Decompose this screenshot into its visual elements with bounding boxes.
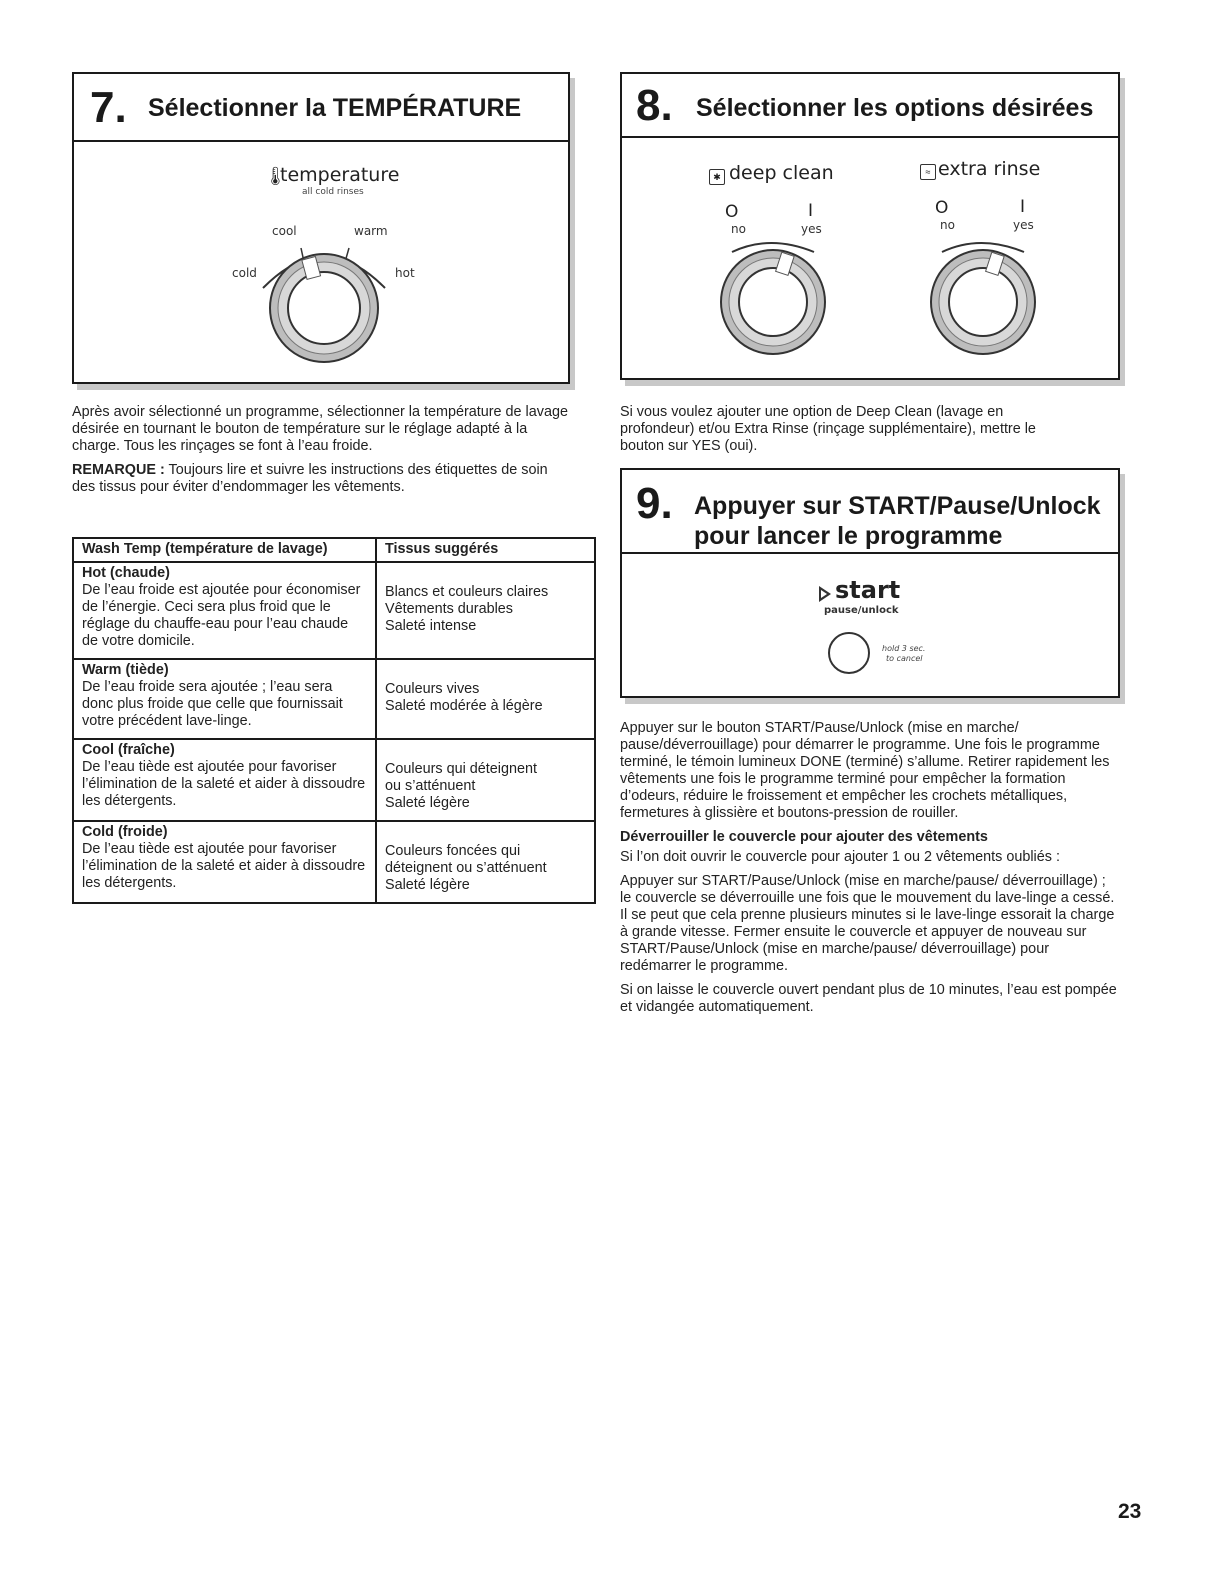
step-9-paragraph-4: Si on laisse le couvercle ouvert pendant plus de 10 minutes, l’eau est pompée et vidangée automatiquement. [620,982,1117,1015]
start-button[interactable] [828,632,870,674]
step-7-header [74,74,568,142]
row-description: De l’eau froide est ajoutée pour économiser de l’énergie. Ceci sera plus froid que le réglage du chauffe-eau pour l’eau chaude de votre domicile. [82,582,361,649]
page-number: 23 [1118,1500,1142,1523]
knob-label-cool: cool [272,224,297,238]
step-9-header [622,470,1118,554]
step-7-note [72,462,572,496]
step-7-number: 7. [90,83,127,132]
extra-rinse-icon: ≈ [920,164,936,180]
extra-rinse-label: extra rinse [938,158,1041,180]
table-cell-fabrics [376,821,595,903]
deep-clean-icon: ✱ [709,169,725,185]
note-label: REMARQUE : [72,462,165,478]
step-8-header [622,74,1118,138]
knob-label-hot: hot [395,266,415,280]
play-icon-inner [821,590,827,598]
table-header-wash-temp: Wash Temp (température de lavage) [73,538,376,562]
fabric-item: Saleté légère [385,877,470,893]
fabric-item: Saleté intense [385,618,477,634]
note-text: Toujours lire et suivre les instructions des étiquettes de soin des tissus pour éviter d’endommager les vêtements. [72,462,548,495]
start-label: start [835,576,901,604]
fabric-item: Couleurs foncées qui [385,843,521,859]
deep-clean-off-symbol: O [725,202,739,222]
extra-rinse-yes-label: yes [1013,218,1034,232]
table-row [73,821,595,903]
fabric-item: Couleurs qui déteignent [385,761,538,777]
table-row [73,562,595,659]
step-7-title: Sélectionner la TEMPÉRATURE [148,94,522,122]
step-8-title: Sélectionner les options désirées [696,94,1094,122]
table-cell-temp [73,739,376,821]
extra-rinse-on-symbol: I [1020,197,1026,217]
step-9-paragraph-2: Si l’on doit ouvrir le couvercle pour ajouter 1 ou 2 vêtements oubliés : [620,849,1060,865]
deep-clean-yes-label: yes [801,222,822,236]
step-8-paragraph: Si vous voulez ajouter une option de Deep Clean (lavage en profondeur) et/ou Extra Rinse (rinçage supplémentaire), mettre le bouton sur YES (oui). [620,404,1036,454]
table-header-fabrics: Tissus suggérés [376,538,595,562]
deep-clean-no-label: no [731,222,746,236]
fabric-item: Saleté modérée à légère [385,698,543,714]
step-9-paragraph-3: Appuyer sur START/Pause/Unlock (mise en marche/pause/ déverrouillage) ; le couvercle se déverrouille une fois que le mouvement du lave-linge a cessé. Il se peut que cela prenne plusieurs minutes si le lave-linge essorait la charge à grande vitesse. Fermer ensuite le couvercle et appuyer de nouveau sur START/Pause/Unlock (mise en marche/pause/ déverrouillage) pour redémarrer le programme. [620,873,1115,974]
table-cell-temp [73,659,376,739]
temperature-knob[interactable] [249,232,399,372]
step-8-box [620,72,1120,380]
row-description: De l’eau tiède est ajoutée pour favoriser l’élimination de la saleté et aider à dissoudre les détergents. [82,759,366,809]
knob-label-cold: cold [232,266,257,280]
fabric-item: Saleté légère [385,795,470,811]
temperature-label: temperature [280,164,400,186]
row-title: Cold (froide) [82,824,168,840]
step-9-number: 9. [636,479,673,528]
hold-hint-line2: to cancel [886,654,923,663]
table-cell-temp [73,821,376,903]
wash-temp-table [72,537,596,904]
step-7-paragraph: Après avoir sélectionné un programme, sélectionner la température de lavage désirée en tournant le bouton de température sur le réglage adapté à la charge. Tous les rinçages se font à l’eau froide. [72,404,568,454]
step-9-text [620,720,1118,1023]
row-description: De l’eau tiède est ajoutée pour favoriser l’élimination de la saleté et aider à dissoudre les détergents. [82,841,366,891]
step-9-paragraph-1: Appuyer sur le bouton START/Pause/Unlock (mise en marche/ pause/déverrouillage) pour démarrer le programme. Une fois le programme terminé, le témoin lumineux DONE (terminé) s’allume. Retirer rapidement les vêtements une fois le programme terminé pour empêcher la formation d’odeurs, réduire le froissement et empêcher les crochets métalliques, fermetures à glissière et boutons-pression de rouiller. [620,720,1110,821]
step-9-box [620,468,1120,698]
table-cell-fabrics [376,739,595,821]
extra-rinse-off-symbol: O [935,198,949,218]
deep-clean-label: deep clean [729,162,834,184]
fabric-item: Blancs et couleurs claires [385,584,549,600]
temperature-sublabel: all cold rinses [302,187,364,197]
row-title: Warm (tiède) [82,662,169,678]
start-sublabel: pause/unlock [824,605,899,616]
step-9-subheading: Déverrouiller le couvercle pour ajouter des vêtements [620,829,988,845]
knob-label-warm: warm [354,224,388,238]
fabric-item: Vêtements durables [385,601,513,617]
extra-rinse-no-label: no [940,218,955,232]
table-row [73,659,595,739]
fabric-item: déteignent ou s’atténuent [385,860,547,876]
fabric-item: ou s’atténuent [385,778,476,794]
table-header-row [73,538,595,562]
step-8-text [620,404,1080,462]
table-cell-temp [73,562,376,659]
step-8-number: 8. [636,81,673,130]
thermometer-icon: 🌡 [264,166,287,187]
row-description: De l’eau froide sera ajoutée ; l’eau sera donc plus froide que celle que fournissait votre précédent lave-linge. [82,679,343,729]
row-title: Hot (chaude) [82,565,170,581]
table-cell-fabrics [376,562,595,659]
step-9-title-line2: pour lancer le programme [694,522,1003,550]
hold-hint-line1: hold 3 sec. [882,644,926,653]
step-7-box [72,72,570,384]
deep-clean-on-symbol: I [808,201,814,221]
step-9-title-line1: Appuyer sur START/Pause/Unlock [694,492,1101,520]
extra-rinse-knob[interactable] [920,236,1046,362]
step-7-text [72,404,572,503]
table-cell-fabrics [376,659,595,739]
deep-clean-knob[interactable] [710,236,836,362]
table-row [73,739,595,821]
fabric-item: Couleurs vives [385,681,480,697]
row-title: Cool (fraîche) [82,742,175,758]
